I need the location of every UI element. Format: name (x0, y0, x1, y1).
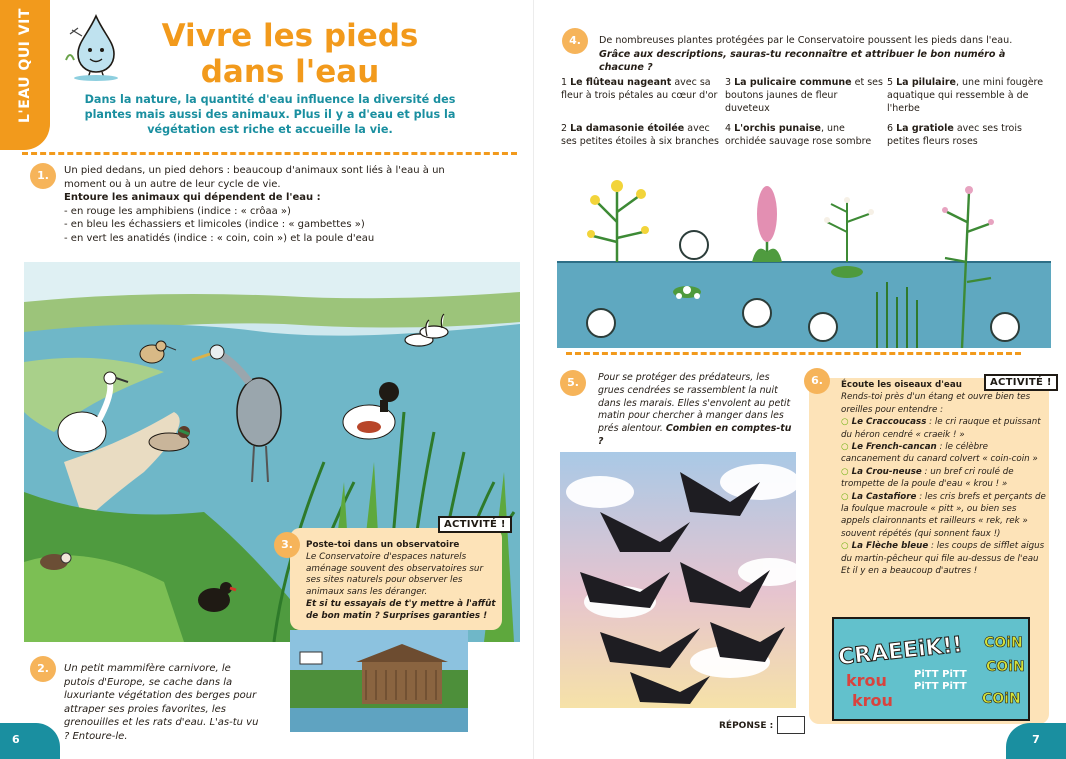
question-4-question: Grâce aux descriptions, sauras-tu reconnaître et attribuer le bon numéro à chacune ? (599, 48, 1006, 73)
question-5-number: 5. (560, 370, 586, 396)
question-6-outro: Et il y en a beaucoup d'autres ! (841, 566, 978, 577)
plant-1-desc: avec sa fleur à trois pétales au cœur d'or (561, 77, 718, 101)
plant-2-number: 2 (561, 123, 568, 134)
plant-4-name: L'orchis punaise (734, 123, 821, 134)
cranes-illustration (560, 452, 796, 708)
page-number-left: 6 (0, 723, 60, 759)
bird-3-desc: : un bref cri roulé de trompette de la poule d'eau « krou ! » (841, 466, 1014, 490)
question-4-text (599, 34, 1049, 75)
right-page (533, 0, 1066, 759)
bird-3-name: La Crou-neuse (851, 466, 922, 477)
sound-coin-3: COiN (982, 691, 1021, 707)
bird-1: ○ Le Craccoucass : le cri rauque et puissant du héron cendré « craeik ! » (841, 417, 1041, 440)
question-6-text (841, 379, 1047, 578)
bird-1-name: Le Craccoucass (851, 417, 927, 428)
bird-4-name: La Castafiore (851, 491, 917, 502)
bird-4: ○ La Castafiore : les cris brefs et perçants de la foulque macroule « pitt », ou bien ses appels claironnants et railleurs « rek, rek » souvent répétés (qui sonnent faux !) (841, 491, 1046, 539)
water-drop-mascot-icon (60, 10, 126, 82)
question-1-instruction: Entoure les animaux qui dépendent de l'eau : (64, 192, 321, 203)
plant-4-desc: , une orchidée sauvage rose sombre (725, 123, 872, 147)
question-4-number: 4. (562, 28, 588, 54)
question-3-text (306, 540, 498, 623)
plants-illustration (557, 162, 1051, 348)
question-1-item-ducks: - en vert les anatidés (indice : « coin, coin ») et la poule d'eau (64, 232, 375, 244)
question-3-number: 3. (274, 532, 300, 558)
answer-label: RÉPONSE : (719, 721, 774, 731)
plant-3-number: 3 (725, 77, 732, 88)
answer-circle-c[interactable] (742, 298, 772, 328)
page-number-right: 7 (1006, 723, 1066, 759)
sound-pitt: PiTT PiTT PiTT PiTT (914, 669, 967, 692)
plant-2-name: La damasonie étoilée (570, 123, 685, 134)
divider (22, 152, 517, 155)
bird-2-desc: : le célèbre cancanement du canard colvert « coin-coin » (841, 442, 1038, 465)
sound-craeik: CRAEEiK!! (837, 632, 964, 671)
sound-krou-2: krou (852, 691, 893, 710)
question-5-question: Combien en comptes-tu ? (598, 423, 792, 447)
plant-2 (561, 122, 719, 148)
plant-4 (725, 122, 883, 148)
question-4-intro: De nombreuses plantes protégées par le Conservatoire poussent les pieds dans l'eau. (599, 35, 1013, 46)
answer-circle-a[interactable] (679, 230, 709, 260)
answer-circle-e[interactable] (990, 312, 1020, 342)
activity-6-badge: ACTIVITÉ ! (984, 374, 1058, 391)
question-3-body: Le Conservatoire d'espaces naturels aménage souvent des observatoires sur ses sites naturels pour observer les animaux sans les déranger. (306, 551, 484, 598)
bird-2: ○ Le French-cancan : le célèbre cancanement du canard colvert « coin-coin » (841, 442, 1038, 465)
question-2-number: 2. (30, 656, 56, 682)
plant-5-desc: , une mini fougère aquatique qui ressemble à de l'herbe (887, 77, 1044, 114)
answer-circle-b[interactable] (586, 308, 616, 338)
question-1-item-waders: - en bleu les échassiers et limicoles (indice : « gambettes ») (64, 219, 365, 230)
observatory-photo (290, 630, 468, 732)
bird-5-desc: : les coups de sifflet aigus du martin-pêcheur qui file au-dessus de l'eau (841, 541, 1045, 564)
question-3-tip: Et si tu essayais de t'y mettre à l'affût de bon matin ? Surprises garanties ! (306, 598, 496, 621)
intro-text: Dans la nature, la quantité d'eau influence la diversité des plantes mais aussi des animaux. Plus il y a d'eau et plus la végétation est riche et accueille la vie. (84, 93, 456, 136)
plant-2-desc: avec ses petites étoiles à six branches (561, 123, 719, 147)
activity-3-badge: ACTIVITÉ ! (438, 516, 512, 533)
bird-3: ○ La Crou-neuse : un bref cri roulé de trompette de la poule d'eau « krou ! » (841, 466, 1014, 490)
bird-2-name: Le French-cancan (851, 442, 937, 453)
bird-sounds-panel (832, 617, 1030, 721)
plant-3-name: La pulicaire commune (734, 77, 852, 88)
question-2-text: Un petit mammifère carnivore, le putois d'Europe, se cache dans la luxuriante végétation des berges pour attraper ses proies favorites, les grenouilles et les rats d'eau. L'as-tu vu ? Entoure-le. (64, 663, 259, 742)
question-5-body: Pour se protéger des prédateurs, les grues cendrées se rassemblent la nuit dans les marais. Elles s'envolent au petit matin pour chercher à manger dans les prés alentour. (598, 372, 791, 435)
question-1-number: 1. (30, 163, 56, 189)
bird-1-desc: : le cri rauque et puissant du héron cendré « craeik ! » (841, 417, 1041, 440)
section-tab-label: L'EAU QUI VIT (17, 8, 33, 123)
page-title: Vivre les pieds dans l'eau (161, 18, 419, 90)
question-1-item-amphibians: - en rouge les amphibiens (indice : « crôaa ») (64, 205, 291, 217)
plant-3 (725, 76, 883, 115)
question-1-text (64, 164, 484, 245)
question-6-heading: Écoute les oiseaux d'eau (841, 380, 962, 390)
answer-circle-d[interactable] (808, 312, 838, 342)
question-5-text (598, 372, 798, 449)
sound-krou-1: krou (846, 671, 887, 690)
plant-6-desc: avec ses trois petites fleurs roses (887, 123, 1022, 147)
section-tab (0, 0, 50, 150)
sound-coin-1: COiN (984, 635, 1023, 651)
question-6-number: 6. (804, 368, 830, 394)
plant-6-name: La gratiole (896, 123, 954, 134)
question-3-heading: Poste-toi dans un observatoire (306, 540, 460, 550)
plant-5-number: 5 (887, 77, 894, 88)
divider-right (566, 352, 1021, 355)
question-1-intro: Un pied dedans, un pied dehors : beaucoup d'animaux sont liés à l'eau à un moment ou à un autre de leur cycle de vie. (64, 165, 445, 190)
plant-1 (561, 76, 719, 102)
plant-6-number: 6 (887, 123, 894, 134)
plant-3-desc: et ses boutons jaunes de fleur duveteux (725, 77, 883, 114)
plant-5-name: La pilulaire (896, 77, 956, 88)
bird-5: ○ La Flèche bleue : les coups de sifflet aigus du martin-pêcheur qui file au-dessus de l'eau (841, 541, 1045, 564)
sound-coin-2: COiN (986, 659, 1025, 675)
question-6-intro: Rends-toi près d'un étang et ouvre bien tes oreilles pour entendre : (841, 392, 1031, 415)
bird-4-desc: : les cris brefs et perçants de la foulque macroule « pitt », ou bien ses appels claironnants et railleurs « rek, rek » souvent répétés (qui sonnent faux !) (841, 491, 1046, 539)
plant-4-number: 4 (725, 123, 732, 134)
plant-5 (887, 76, 1052, 115)
bird-5-name: La Flèche bleue (851, 541, 929, 552)
answer-input-box[interactable] (777, 716, 805, 734)
plant-6 (887, 122, 1052, 148)
plant-1-number: 1 (561, 77, 568, 88)
plant-1-name: Le flûteau nageant (570, 77, 672, 88)
